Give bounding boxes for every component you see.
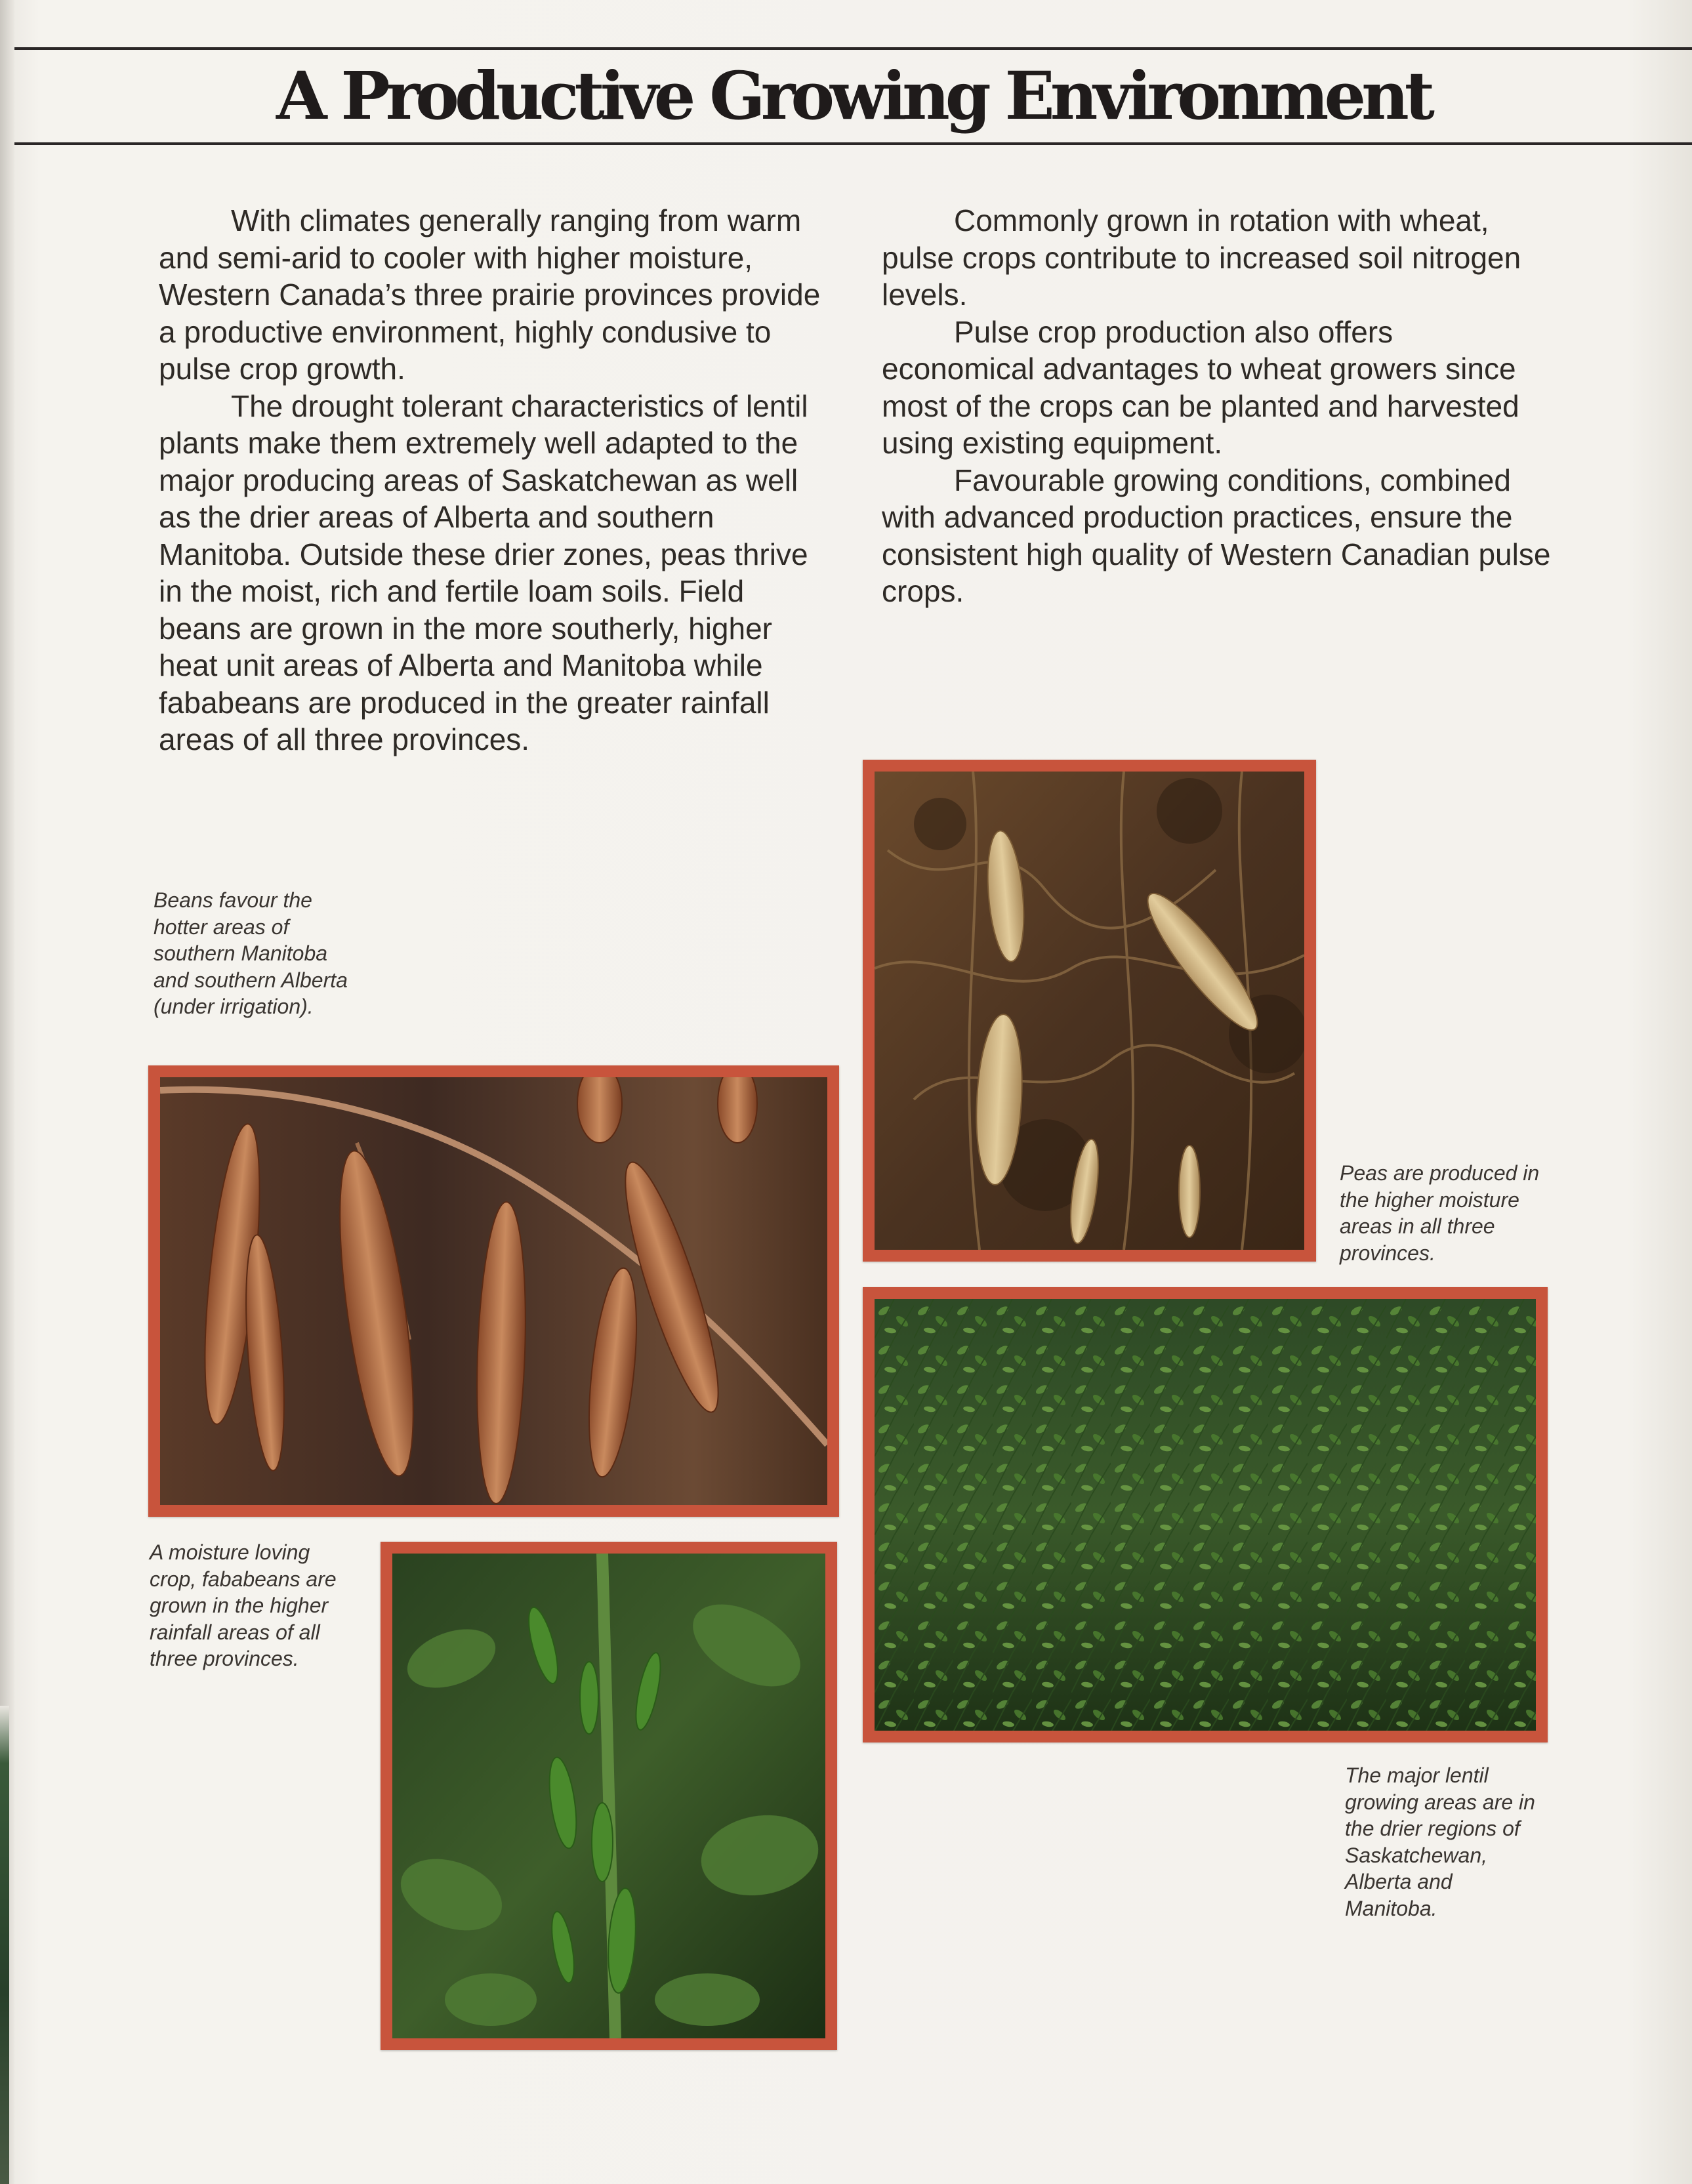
- photo-peas: [863, 760, 1316, 1262]
- paragraph: With climates generally ranging from warm and semi-arid to cooler with higher moisture, Western Canada’s three prairie provinces provide a productive environment, highly condusive to pulse crop growth.: [159, 203, 821, 386]
- paragraph: The drought tolerant characteristics of lentil plants make them extremely well adapted to the major producing areas of Saskatchewan as well as the drier areas of Alberta and southern Manitoba. Outside these drier zones, peas thrive in the moist, rich and fertile loam soils. Field beans are grown in the more southerly, higher heat unit areas of Alberta and Manitoba while fababeans are produced in the greater rainfall areas of all three provinces.: [159, 388, 808, 756]
- photo-fababeans: [381, 1542, 837, 2050]
- photo-beans: [148, 1065, 839, 1517]
- caption-lentils: The major lentil growing areas are in the drier regions of Saskatchewan, Alberta and Manitoba.: [1345, 1763, 1535, 1920]
- paragraph: Commonly grown in rotation with wheat, pulse crops contribute to increased soil nitrogen levels.: [882, 203, 1521, 312]
- peas-image: [875, 772, 1304, 1250]
- beans-image: [160, 1077, 827, 1505]
- photo-lentils: [863, 1287, 1548, 1742]
- caption-beans: Beans favour the hotter areas of southern Manitoba and southern Alberta (under irrigation).: [154, 888, 348, 1018]
- paragraph: Pulse crop production also offers economical advantages to wheat growers since most of the crops can be planted and harvested using existing equipment.: [882, 314, 1519, 460]
- paragraph: Favourable growing conditions, combined with advanced production practices, ensure the consistent high quality of Western Canadian pulse crops.: [882, 463, 1551, 608]
- lentils-image: [875, 1299, 1536, 1731]
- caption-peas: Peas are produced in the higher moisture areas in all three provinces.: [1340, 1161, 1540, 1265]
- title-rule-top: [14, 47, 1692, 50]
- page-title: A Productive Growing Environment: [276, 57, 1430, 134]
- fababeans-image: [392, 1554, 825, 2038]
- page-spine-edge: [0, 1706, 9, 2184]
- title-rule-bottom: [14, 142, 1692, 145]
- body-left-column: [159, 202, 828, 758]
- body-right-column: [882, 202, 1551, 610]
- caption-fababeans: A moisture loving crop, fababeans are grown in the higher rainfall areas of all three provinces.: [150, 1540, 337, 1670]
